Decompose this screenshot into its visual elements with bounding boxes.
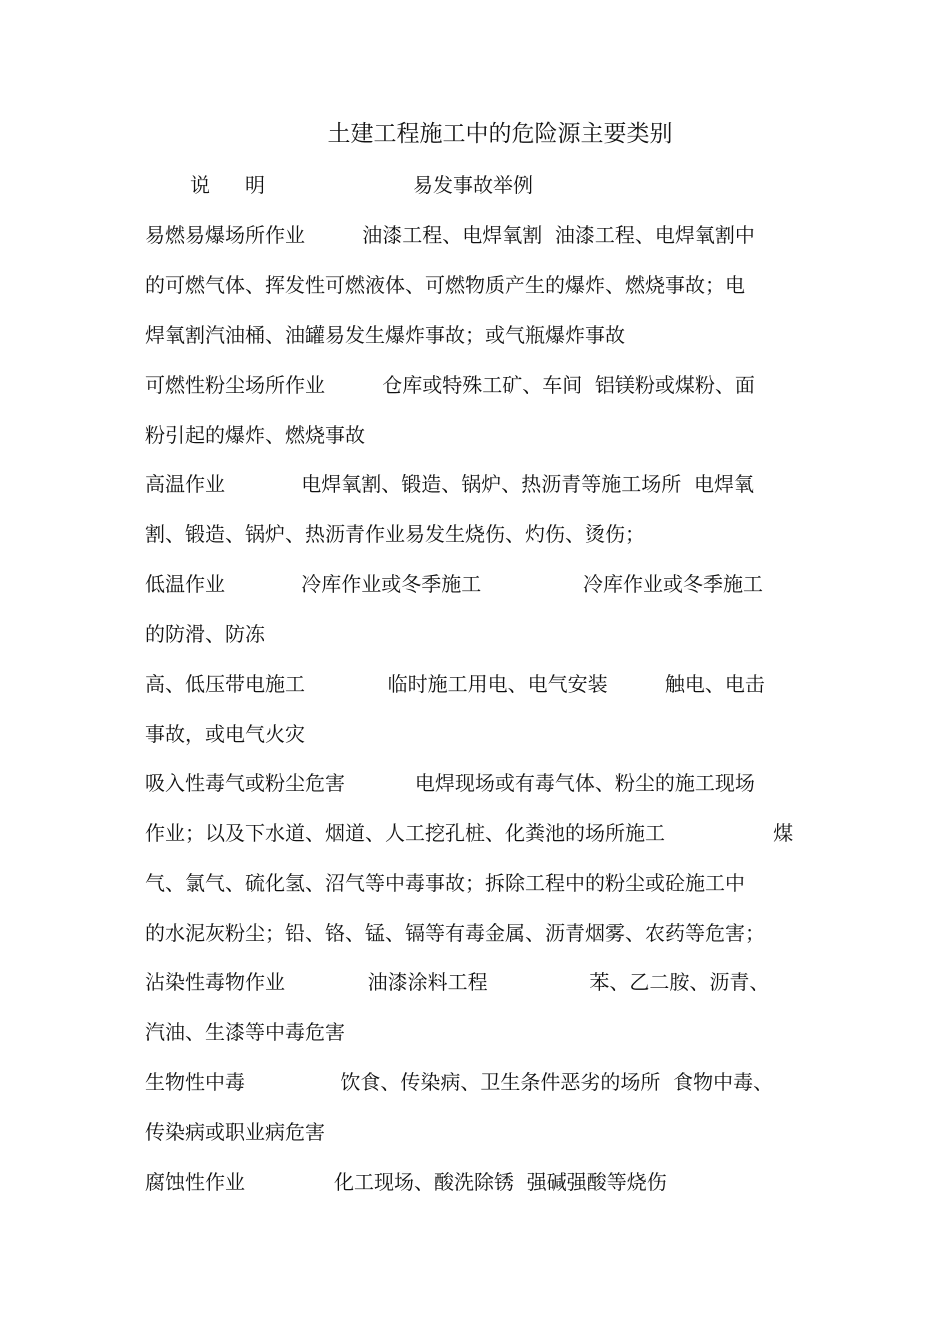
text-line: 焊氧割汽油桶、油罐易发生爆炸事故；或气瓶爆炸事故 (145, 323, 625, 347)
text-line: 的水泥灰粉尘；铅、铬、锰、镉等有毒金属、沥青烟雾、农药等危害； (145, 921, 765, 945)
text-line: 割、锻造、锅炉、热沥青作业易发生烧伤、灼伤、烫伤； (145, 522, 645, 546)
text-line: 低温作业 冷库作业或冬季施工 冷库作业或冬季施工 (145, 572, 764, 596)
header-col-description-2: 明 (245, 173, 265, 197)
text-line: 腐蚀性作业 化工现场、酸洗除锈 强碱强酸等烧伤 (145, 1170, 667, 1194)
text-line: 沾染性毒物作业 油漆涂料工程 苯、乙二胺、沥青、 (145, 970, 770, 994)
text-line: 易燃易爆场所作业 油漆工程、电焊氧割 油漆工程、电焊氧割中 (145, 223, 755, 247)
text-line: 事故，或电气火灾 (145, 722, 305, 746)
text-line: 的防滑、防冻 (145, 622, 265, 646)
document-title: 土建工程施工中的危险源主要类别 (327, 121, 673, 147)
text-line: 高、低压带电施工 临时施工用电、电气安装 触电、电击 (145, 672, 765, 696)
text-line: 作业；以及下水道、烟道、人工挖孔桩、化粪池的场所施工 煤 (145, 821, 794, 845)
header-col-description-1: 说 (190, 173, 210, 197)
header-col-accident-examples: 易发事故举例 (413, 173, 533, 197)
text-line: 生物性中毒 饮食、传染病、卫生条件恶劣的场所 食物中毒、 (145, 1070, 774, 1094)
text-line: 的可燃气体、挥发性可燃液体、可燃物质产生的爆炸、燃烧事故；电 (145, 273, 745, 297)
text-line: 可燃性粉尘场所作业 仓库或特殊工矿、车间 铝镁粉或煤粉、面 (145, 373, 755, 397)
text-line: 汽油、生漆等中毒危害 (145, 1020, 345, 1044)
text-line: 传染病或职业病危害 (145, 1120, 325, 1144)
text-line: 气、氯气、硫化氢、沼气等中毒事故；拆除工程中的粉尘或砼施工中 (145, 871, 745, 895)
text-line: 高温作业 电焊氧割、锻造、锅炉、热沥青等施工场所 电焊氧 (145, 472, 755, 496)
text-line: 吸入性毒气或粉尘危害 电焊现场或有毒气体、粉尘的施工现场 (145, 771, 755, 795)
text-line: 粉引起的爆炸、燃烧事故 (145, 423, 365, 447)
